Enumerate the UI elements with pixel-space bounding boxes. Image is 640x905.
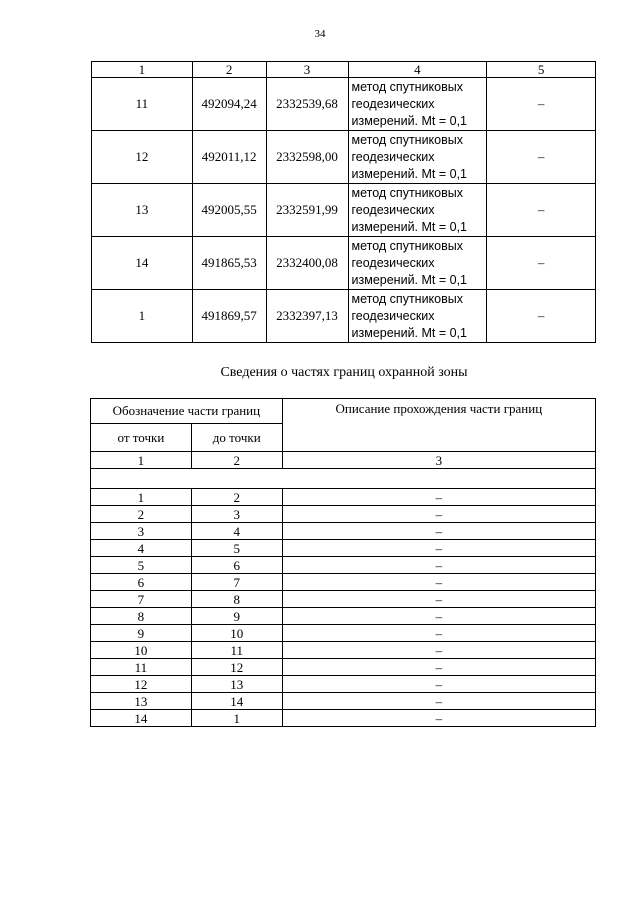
table-row <box>91 523 596 540</box>
coordinate-x: 492094,24 <box>192 78 266 131</box>
to-point: 11 <box>191 642 282 659</box>
method-line: геодезических <box>351 308 435 323</box>
description-cell: – <box>282 506 595 523</box>
from-point: 3 <box>91 523 192 540</box>
from-point: 7 <box>91 591 192 608</box>
from-point: 11 <box>91 659 192 676</box>
table-row <box>91 608 596 625</box>
method-line: геодезических <box>351 96 435 111</box>
method-description <box>348 290 487 343</box>
to-point: 2 <box>191 489 282 506</box>
method-description <box>348 237 487 290</box>
point-number: 13 <box>92 184 193 237</box>
method-line: метод спутниковых <box>351 132 463 147</box>
to-point: 8 <box>191 591 282 608</box>
from-point: 10 <box>91 642 192 659</box>
header-cell-3: 3 <box>266 62 348 78</box>
table-row <box>92 78 596 131</box>
method-line: измерений. Mt = 0,1 <box>351 272 468 287</box>
to-point: 1 <box>191 710 282 727</box>
header-boundary-designation: Обозначение части границ <box>91 399 283 424</box>
table-row <box>92 184 596 237</box>
from-point: 4 <box>91 540 192 557</box>
table-row <box>91 591 596 608</box>
from-point: 8 <box>91 608 192 625</box>
table-row <box>91 540 596 557</box>
to-point: 13 <box>191 676 282 693</box>
column-number-2: 2 <box>191 452 282 469</box>
description-cell: – <box>282 625 595 642</box>
point-number: 12 <box>92 131 193 184</box>
description-cell: – <box>282 540 595 557</box>
to-point: 6 <box>191 557 282 574</box>
from-point: 5 <box>91 557 192 574</box>
header-from-point: от точки <box>91 424 192 452</box>
method-description <box>348 131 487 184</box>
note-cell: – <box>487 78 596 131</box>
to-point: 10 <box>191 625 282 642</box>
header-boundary-description: Описание прохождения части границ <box>282 399 595 452</box>
table-row <box>91 710 596 727</box>
coordinate-x: 491865,53 <box>192 237 266 290</box>
method-line: измерений. Mt = 0,1 <box>351 325 468 340</box>
blank-row <box>91 469 596 489</box>
to-point: 7 <box>191 574 282 591</box>
table-row <box>91 693 596 710</box>
coordinate-y: 2332400,08 <box>266 237 348 290</box>
description-cell: – <box>282 693 595 710</box>
coordinate-y: 2332598,00 <box>266 131 348 184</box>
coordinate-y: 2332397,13 <box>266 290 348 343</box>
coordinates-table <box>91 61 596 343</box>
header-cell-2: 2 <box>192 62 266 78</box>
column-number-3: 3 <box>282 452 595 469</box>
coordinate-x: 491869,57 <box>192 290 266 343</box>
description-cell: – <box>282 642 595 659</box>
coordinate-y: 2332539,68 <box>266 78 348 131</box>
point-number: 14 <box>92 237 193 290</box>
coordinate-y: 2332591,99 <box>266 184 348 237</box>
header-to-point: до точки <box>191 424 282 452</box>
point-number: 1 <box>92 290 193 343</box>
table-row <box>91 676 596 693</box>
description-cell: – <box>282 659 595 676</box>
method-line: геодезических <box>351 149 435 164</box>
coordinate-x: 492005,55 <box>192 184 266 237</box>
from-point: 9 <box>91 625 192 642</box>
table-row <box>91 625 596 642</box>
method-line: метод спутниковых <box>351 185 463 200</box>
to-point: 4 <box>191 523 282 540</box>
method-description <box>348 184 487 237</box>
method-line: измерений. Mt = 0,1 <box>351 166 468 181</box>
table-row <box>92 237 596 290</box>
from-point: 2 <box>91 506 192 523</box>
note-cell: – <box>487 184 596 237</box>
to-point: 3 <box>191 506 282 523</box>
table-row <box>91 574 596 591</box>
description-cell: – <box>282 608 595 625</box>
note-cell: – <box>487 290 596 343</box>
table-row <box>91 557 596 574</box>
description-cell: – <box>282 557 595 574</box>
method-line: геодезических <box>351 202 435 217</box>
from-point: 6 <box>91 574 192 591</box>
method-line: метод спутниковых <box>351 291 463 306</box>
description-cell: – <box>282 574 595 591</box>
page-number: 34 <box>314 28 326 40</box>
from-point: 14 <box>91 710 192 727</box>
from-point: 12 <box>91 676 192 693</box>
method-line: геодезических <box>351 255 435 270</box>
to-point: 9 <box>191 608 282 625</box>
section-title: Сведения о частях границ охранной зоны <box>220 365 468 380</box>
table-row <box>92 290 596 343</box>
table-row <box>91 659 596 676</box>
table-row <box>91 489 596 506</box>
note-cell: – <box>487 237 596 290</box>
description-cell: – <box>282 676 595 693</box>
coordinate-x: 492011,12 <box>192 131 266 184</box>
method-line: измерений. Mt = 0,1 <box>351 113 468 128</box>
method-line: измерений. Mt = 0,1 <box>351 219 468 234</box>
description-cell: – <box>282 523 595 540</box>
table-row <box>91 506 596 523</box>
method-line: метод спутниковых <box>351 238 463 253</box>
to-point: 12 <box>191 659 282 676</box>
table-row <box>92 131 596 184</box>
from-point: 13 <box>91 693 192 710</box>
point-number: 11 <box>92 78 193 131</box>
boundary-parts-table <box>90 398 596 727</box>
description-cell: – <box>282 489 595 506</box>
table-row <box>91 642 596 659</box>
coordinates-header-row <box>92 62 596 78</box>
description-cell: – <box>282 710 595 727</box>
to-point: 5 <box>191 540 282 557</box>
note-cell: – <box>487 131 596 184</box>
description-cell: – <box>282 591 595 608</box>
method-description <box>348 78 487 131</box>
to-point: 14 <box>191 693 282 710</box>
column-number-1: 1 <box>91 452 192 469</box>
header-cell-4: 4 <box>348 62 487 78</box>
blank-cell <box>91 469 596 489</box>
method-line: метод спутниковых <box>351 79 463 94</box>
header-cell-5: 5 <box>487 62 596 78</box>
from-point: 1 <box>91 489 192 506</box>
boundary-column-numbers-row <box>91 452 596 469</box>
boundary-header-row <box>91 399 596 424</box>
header-cell-1: 1 <box>92 62 193 78</box>
